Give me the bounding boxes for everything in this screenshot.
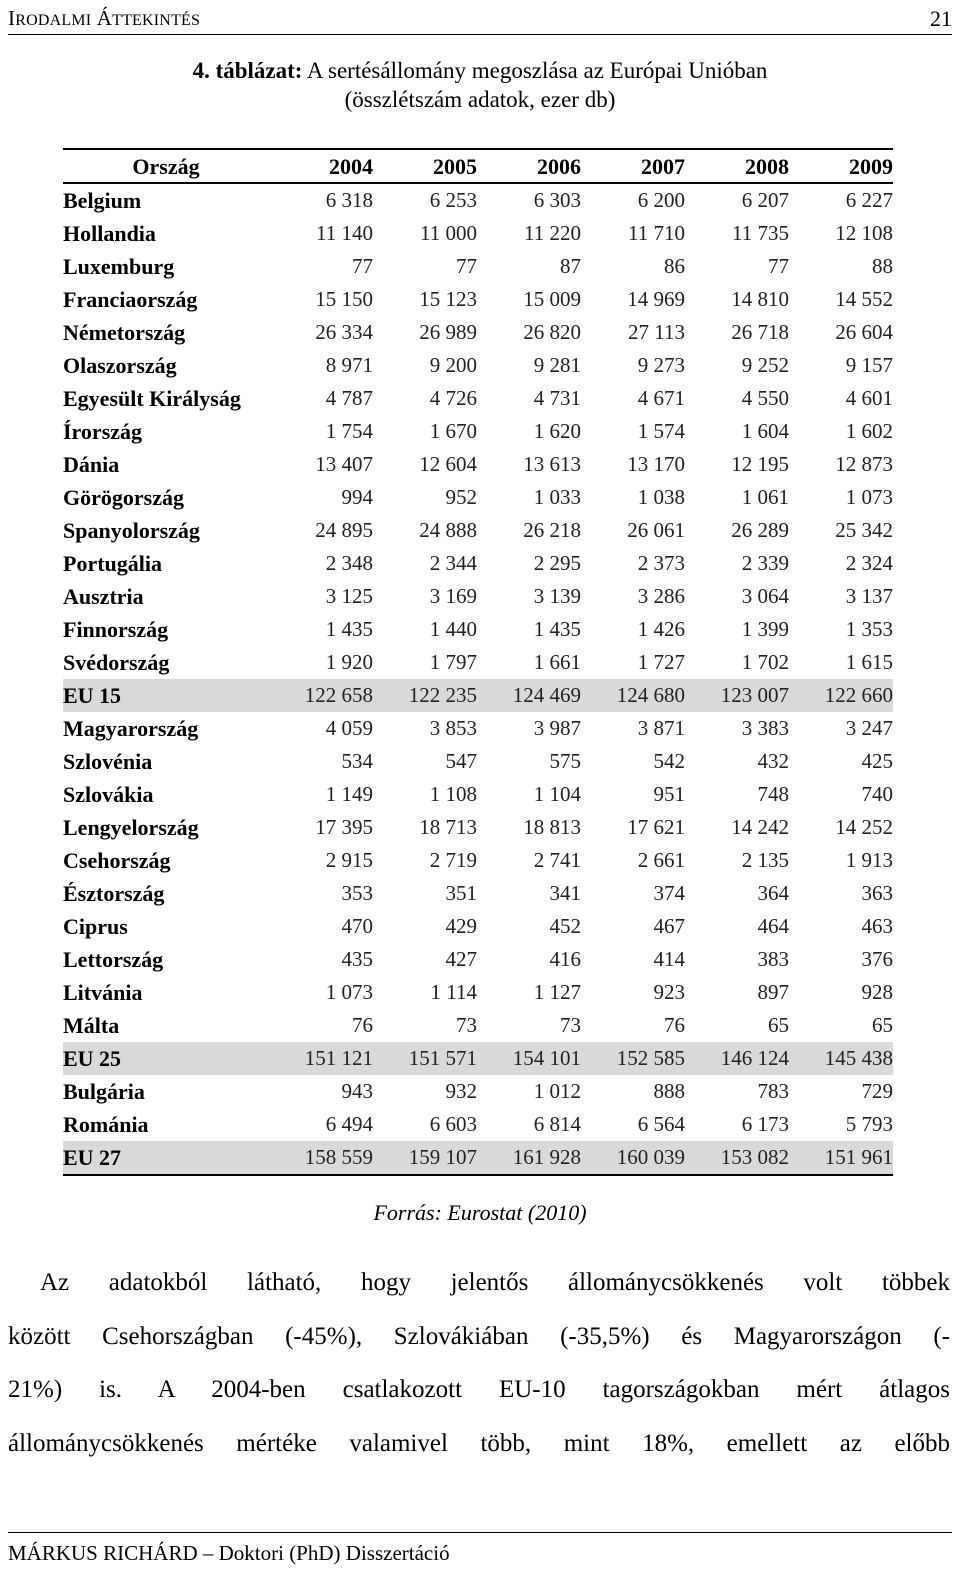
column-header-2004: 2004 xyxy=(269,149,373,183)
country-cell: Ausztria xyxy=(63,583,144,609)
table-summary-row xyxy=(63,1042,893,1075)
value-cell: 26 989 xyxy=(419,320,477,344)
value-cell: 470 xyxy=(341,914,373,938)
value-cell: 3 853 xyxy=(429,716,477,740)
value-cell: 2 915 xyxy=(325,848,373,872)
body-paragraph xyxy=(8,1256,950,1470)
table-row xyxy=(63,349,893,382)
value-cell: 1 435 xyxy=(533,617,581,641)
value-cell: 351 xyxy=(445,881,477,905)
value-cell: 2 348 xyxy=(325,551,373,575)
value-cell: 897 xyxy=(757,980,789,1004)
value-cell: 2 741 xyxy=(533,848,581,872)
table-row xyxy=(63,183,893,217)
value-cell: 1 149 xyxy=(325,782,373,806)
value-cell: 3 064 xyxy=(741,584,789,608)
value-cell: 3 247 xyxy=(845,716,893,740)
value-cell: 1 012 xyxy=(533,1079,581,1103)
page-header xyxy=(8,4,952,35)
table-row xyxy=(63,976,893,1009)
country-cell: Egyesült Királyság xyxy=(63,385,241,411)
country-cell: Dánia xyxy=(63,451,120,477)
table-row xyxy=(63,811,893,844)
value-cell: 1 615 xyxy=(845,650,893,674)
country-cell: Lengyelország xyxy=(63,814,199,840)
country-cell: Magyarország xyxy=(63,715,199,741)
country-cell: Portugália xyxy=(63,550,162,576)
value-cell: 542 xyxy=(653,749,685,773)
value-cell: 26 061 xyxy=(627,518,685,542)
source-note: Forrás: Eurostat (2010) xyxy=(373,1200,587,1225)
value-cell: 159 107 xyxy=(373,1141,477,1175)
value-cell: 77 xyxy=(352,254,373,278)
value-cell: 2 135 xyxy=(741,848,789,872)
value-cell: 364 xyxy=(757,881,789,905)
value-cell: 1 754 xyxy=(325,419,373,443)
value-cell: 6 173 xyxy=(741,1112,789,1136)
value-cell: 1 661 xyxy=(533,650,581,674)
value-cell: 1 426 xyxy=(637,617,685,641)
country-cell: EU 27 xyxy=(63,1141,269,1175)
country-cell: Szlovénia xyxy=(63,748,153,774)
country-cell: Románia xyxy=(63,1111,149,1137)
value-cell: 427 xyxy=(445,947,477,971)
value-cell: 534 xyxy=(341,749,373,773)
table-row xyxy=(63,943,893,976)
table-summary-row xyxy=(63,1141,893,1175)
table-row xyxy=(63,250,893,283)
footer-text: MÁRKUS RICHÁRD – Doktori (PhD) Disszertáció xyxy=(8,1541,450,1565)
country-cell: Málta xyxy=(63,1012,120,1038)
table-header-row xyxy=(63,149,893,183)
value-cell: 547 xyxy=(445,749,477,773)
value-cell: 923 xyxy=(653,980,685,1004)
value-cell: 2 324 xyxy=(845,551,893,575)
value-cell: 13 407 xyxy=(315,452,373,476)
value-cell: 952 xyxy=(445,485,477,509)
pig-stock-table xyxy=(63,148,893,1176)
value-cell: 2 719 xyxy=(429,848,477,872)
value-cell: 14 810 xyxy=(731,287,789,311)
column-header-2008: 2008 xyxy=(685,149,789,183)
value-cell: 151 121 xyxy=(269,1042,373,1075)
value-cell: 151 571 xyxy=(373,1042,477,1075)
table-caption xyxy=(0,56,960,114)
value-cell: 14 552 xyxy=(835,287,893,311)
value-cell: 9 157 xyxy=(845,353,893,377)
value-cell: 14 969 xyxy=(627,287,685,311)
country-cell: Olaszország xyxy=(63,352,177,378)
value-cell: 6 494 xyxy=(325,1112,373,1136)
table-row xyxy=(63,613,893,646)
value-cell: 1 920 xyxy=(325,650,373,674)
value-cell: 1 574 xyxy=(637,419,685,443)
value-cell: 4 059 xyxy=(325,716,373,740)
value-cell: 1 620 xyxy=(533,419,581,443)
value-cell: 1 073 xyxy=(845,485,893,509)
value-cell: 464 xyxy=(757,914,789,938)
column-header-2006: 2006 xyxy=(477,149,581,183)
value-cell: 363 xyxy=(861,881,893,905)
value-cell: 928 xyxy=(861,980,893,1004)
value-cell: 9 200 xyxy=(429,353,477,377)
value-cell: 1 061 xyxy=(741,485,789,509)
value-cell: 26 289 xyxy=(731,518,789,542)
value-cell: 77 xyxy=(768,254,789,278)
table-row xyxy=(63,1009,893,1042)
value-cell: 154 101 xyxy=(477,1042,581,1075)
value-cell: 88 xyxy=(872,254,893,278)
caption-subtext: (összlétszám adatok, ezer db) xyxy=(344,87,616,112)
table-row xyxy=(63,415,893,448)
country-cell: EU 15 xyxy=(63,679,269,712)
value-cell: 145 438 xyxy=(789,1042,893,1075)
country-cell: Írország xyxy=(63,418,143,444)
value-cell: 76 xyxy=(664,1013,685,1037)
value-cell: 15 150 xyxy=(315,287,373,311)
value-cell: 2 344 xyxy=(429,551,477,575)
value-cell: 6 200 xyxy=(637,188,685,212)
value-cell: 932 xyxy=(445,1079,477,1103)
value-cell: 4 731 xyxy=(533,386,581,410)
value-cell: 12 108 xyxy=(835,221,893,245)
value-cell: 414 xyxy=(653,947,685,971)
value-cell: 11 735 xyxy=(732,221,789,245)
table-summary-row xyxy=(63,679,893,712)
value-cell: 65 xyxy=(768,1013,789,1037)
value-cell: 12 604 xyxy=(419,452,477,476)
value-cell: 1 702 xyxy=(741,650,789,674)
value-cell: 429 xyxy=(445,914,477,938)
value-cell: 432 xyxy=(757,749,789,773)
value-cell: 2 661 xyxy=(637,848,685,872)
value-cell: 13 613 xyxy=(523,452,581,476)
table-row xyxy=(63,646,893,679)
value-cell: 14 242 xyxy=(731,815,789,839)
country-cell: Franciaország xyxy=(63,286,198,312)
value-cell: 748 xyxy=(757,782,789,806)
country-cell: Görögország xyxy=(63,484,184,510)
value-cell: 160 039 xyxy=(581,1141,685,1175)
value-cell: 4 550 xyxy=(741,386,789,410)
country-cell: Litvánia xyxy=(63,979,143,1005)
value-cell: 9 252 xyxy=(741,353,789,377)
value-cell: 158 559 xyxy=(269,1141,373,1175)
value-cell: 14 252 xyxy=(835,815,893,839)
value-cell: 943 xyxy=(341,1079,373,1103)
table-row xyxy=(63,877,893,910)
value-cell: 24 895 xyxy=(315,518,373,542)
value-cell: 15 009 xyxy=(523,287,581,311)
value-cell: 17 395 xyxy=(315,815,373,839)
value-cell: 9 281 xyxy=(533,353,581,377)
value-cell: 18 813 xyxy=(523,815,581,839)
table-row xyxy=(63,547,893,580)
value-cell: 994 xyxy=(341,485,373,509)
value-cell: 86 xyxy=(664,254,685,278)
value-cell: 341 xyxy=(549,881,581,905)
paragraph-line: állománycsökkenés mértéke valamivel több, mint 18%, emellett az előbb xyxy=(8,1429,950,1457)
table-row xyxy=(63,1075,893,1108)
value-cell: 416 xyxy=(549,947,581,971)
column-header-2005: 2005 xyxy=(373,149,477,183)
table-body xyxy=(63,183,893,1175)
table-row xyxy=(63,778,893,811)
value-cell: 353 xyxy=(341,881,373,905)
caption-line-1 xyxy=(0,56,960,85)
table-row xyxy=(63,745,893,778)
country-cell: EU 25 xyxy=(63,1042,269,1075)
value-cell: 4 787 xyxy=(325,386,373,410)
table-row xyxy=(63,481,893,514)
value-cell: 87 xyxy=(560,254,581,278)
country-cell: Svédország xyxy=(63,649,170,675)
country-cell: Hollandia xyxy=(63,220,156,246)
value-cell: 4 601 xyxy=(845,386,893,410)
value-cell: 26 334 xyxy=(315,320,373,344)
value-cell: 1 727 xyxy=(637,650,685,674)
value-cell: 6 207 xyxy=(741,188,789,212)
value-cell: 76 xyxy=(352,1013,373,1037)
value-cell: 1 108 xyxy=(429,782,477,806)
column-header-country: Ország xyxy=(63,149,269,183)
paragraph-line: 21%) is. A 2004-ben csatlakozott EU-10 tagországokban mért átlagos xyxy=(8,1376,950,1403)
value-cell: 1 353 xyxy=(845,617,893,641)
value-cell: 3 871 xyxy=(637,716,685,740)
value-cell: 3 137 xyxy=(845,584,893,608)
paragraph-line: Az adatokból látható, hogy jelentős állománycsökkenés volt többek xyxy=(40,1269,950,1296)
value-cell: 6 603 xyxy=(429,1112,477,1136)
value-cell: 26 604 xyxy=(835,320,893,344)
country-cell: Németország xyxy=(63,319,186,345)
table-row xyxy=(63,910,893,943)
value-cell: 1 670 xyxy=(429,419,477,443)
running-title: IRODALMI ÁTTEKINTÉS xyxy=(8,6,201,30)
value-cell: 13 170 xyxy=(627,452,685,476)
value-cell: 425 xyxy=(861,749,893,773)
value-cell: 15 123 xyxy=(419,287,477,311)
value-cell: 1 038 xyxy=(637,485,685,509)
table-row xyxy=(63,217,893,250)
value-cell: 146 124 xyxy=(685,1042,789,1075)
value-cell: 4 671 xyxy=(637,386,685,410)
table-row xyxy=(63,580,893,613)
value-cell: 1 602 xyxy=(845,419,893,443)
value-cell: 1 399 xyxy=(741,617,789,641)
column-header-2009: 2009 xyxy=(789,149,893,183)
value-cell: 467 xyxy=(653,914,685,938)
country-cell: Ciprus xyxy=(63,913,128,939)
value-cell: 17 621 xyxy=(627,815,685,839)
value-cell: 11 710 xyxy=(628,221,685,245)
value-cell: 161 928 xyxy=(477,1141,581,1175)
value-cell: 4 726 xyxy=(429,386,477,410)
value-cell: 124 680 xyxy=(581,679,685,712)
table-row xyxy=(63,514,893,547)
country-cell: Belgium xyxy=(63,187,142,213)
value-cell: 26 820 xyxy=(523,320,581,344)
country-cell: Lettország xyxy=(63,946,164,972)
value-cell: 575 xyxy=(549,749,581,773)
value-cell: 12 873 xyxy=(835,452,893,476)
value-cell: 383 xyxy=(757,947,789,971)
value-cell: 73 xyxy=(560,1013,581,1037)
value-cell: 3 987 xyxy=(533,716,581,740)
country-cell: Bulgária xyxy=(63,1078,145,1104)
country-cell: Csehország xyxy=(63,847,171,873)
data-table-wrapper xyxy=(63,148,893,1176)
value-cell: 1 797 xyxy=(429,650,477,674)
value-cell: 1 913 xyxy=(845,848,893,872)
value-cell: 3 139 xyxy=(533,584,581,608)
country-cell: Luxemburg xyxy=(63,253,175,279)
country-cell: Spanyolország xyxy=(63,517,200,543)
value-cell: 435 xyxy=(341,947,373,971)
value-cell: 1 033 xyxy=(533,485,581,509)
value-cell: 1 440 xyxy=(429,617,477,641)
value-cell: 151 961 xyxy=(789,1141,893,1175)
value-cell: 452 xyxy=(549,914,581,938)
page-footer xyxy=(8,1532,952,1573)
value-cell: 1 073 xyxy=(325,980,373,1004)
value-cell: 153 082 xyxy=(685,1141,789,1175)
value-cell: 783 xyxy=(757,1079,789,1103)
paragraph-line: között Csehországban (-45%), Szlovákiában (-35,5%) és Magyarországon (- xyxy=(8,1322,950,1350)
value-cell: 6 814 xyxy=(533,1112,581,1136)
value-cell: 11 220 xyxy=(524,221,581,245)
value-cell: 463 xyxy=(861,914,893,938)
value-cell: 5 793 xyxy=(845,1112,893,1136)
value-cell: 123 007 xyxy=(685,679,789,712)
caption-label: 4. táblázat: xyxy=(192,58,303,83)
value-cell: 77 xyxy=(456,254,477,278)
value-cell: 65 xyxy=(872,1013,893,1037)
value-cell: 2 295 xyxy=(533,551,581,575)
value-cell: 122 235 xyxy=(373,679,477,712)
value-cell: 951 xyxy=(653,782,685,806)
value-cell: 6 303 xyxy=(533,188,581,212)
value-cell: 6 564 xyxy=(637,1112,685,1136)
value-cell: 888 xyxy=(653,1079,685,1103)
table-row xyxy=(63,844,893,877)
value-cell: 9 273 xyxy=(637,353,685,377)
value-cell: 2 339 xyxy=(741,551,789,575)
value-cell: 124 469 xyxy=(477,679,581,712)
value-cell: 3 169 xyxy=(429,584,477,608)
value-cell: 1 435 xyxy=(325,617,373,641)
value-cell: 11 000 xyxy=(420,221,477,245)
column-header-2007: 2007 xyxy=(581,149,685,183)
table-row xyxy=(63,1108,893,1141)
table-row xyxy=(63,712,893,745)
value-cell: 11 140 xyxy=(316,221,373,245)
value-cell: 3 286 xyxy=(637,584,685,608)
value-cell: 1 127 xyxy=(533,980,581,1004)
value-cell: 18 713 xyxy=(419,815,477,839)
value-cell: 26 218 xyxy=(523,518,581,542)
value-cell: 12 195 xyxy=(731,452,789,476)
table-row xyxy=(63,448,893,481)
country-cell: Finnország xyxy=(63,616,169,642)
value-cell: 3 383 xyxy=(741,716,789,740)
value-cell: 8 971 xyxy=(325,353,373,377)
value-cell: 152 585 xyxy=(581,1042,685,1075)
value-cell: 24 888 xyxy=(419,518,477,542)
value-cell: 6 227 xyxy=(845,188,893,212)
value-cell: 1 104 xyxy=(533,782,581,806)
value-cell: 740 xyxy=(861,782,893,806)
value-cell: 27 113 xyxy=(628,320,685,344)
value-cell: 376 xyxy=(861,947,893,971)
value-cell: 6 318 xyxy=(325,188,373,212)
value-cell: 3 125 xyxy=(325,584,373,608)
value-cell: 73 xyxy=(456,1013,477,1037)
country-cell: Észtország xyxy=(63,880,165,906)
value-cell: 1 114 xyxy=(430,980,477,1004)
value-cell: 122 660 xyxy=(789,679,893,712)
caption-text: A sertésállomány megoszlása az Európai Unióban xyxy=(306,58,768,83)
value-cell: 26 718 xyxy=(731,320,789,344)
page-number: 21 xyxy=(930,6,952,31)
country-cell: Szlovákia xyxy=(63,781,154,807)
value-cell: 2 373 xyxy=(637,551,685,575)
table-row xyxy=(63,316,893,349)
value-cell: 6 253 xyxy=(429,188,477,212)
value-cell: 1 604 xyxy=(741,419,789,443)
value-cell: 374 xyxy=(653,881,685,905)
value-cell: 729 xyxy=(861,1079,893,1103)
value-cell: 25 342 xyxy=(835,518,893,542)
table-row xyxy=(63,283,893,316)
value-cell: 122 658 xyxy=(269,679,373,712)
table-row xyxy=(63,382,893,415)
